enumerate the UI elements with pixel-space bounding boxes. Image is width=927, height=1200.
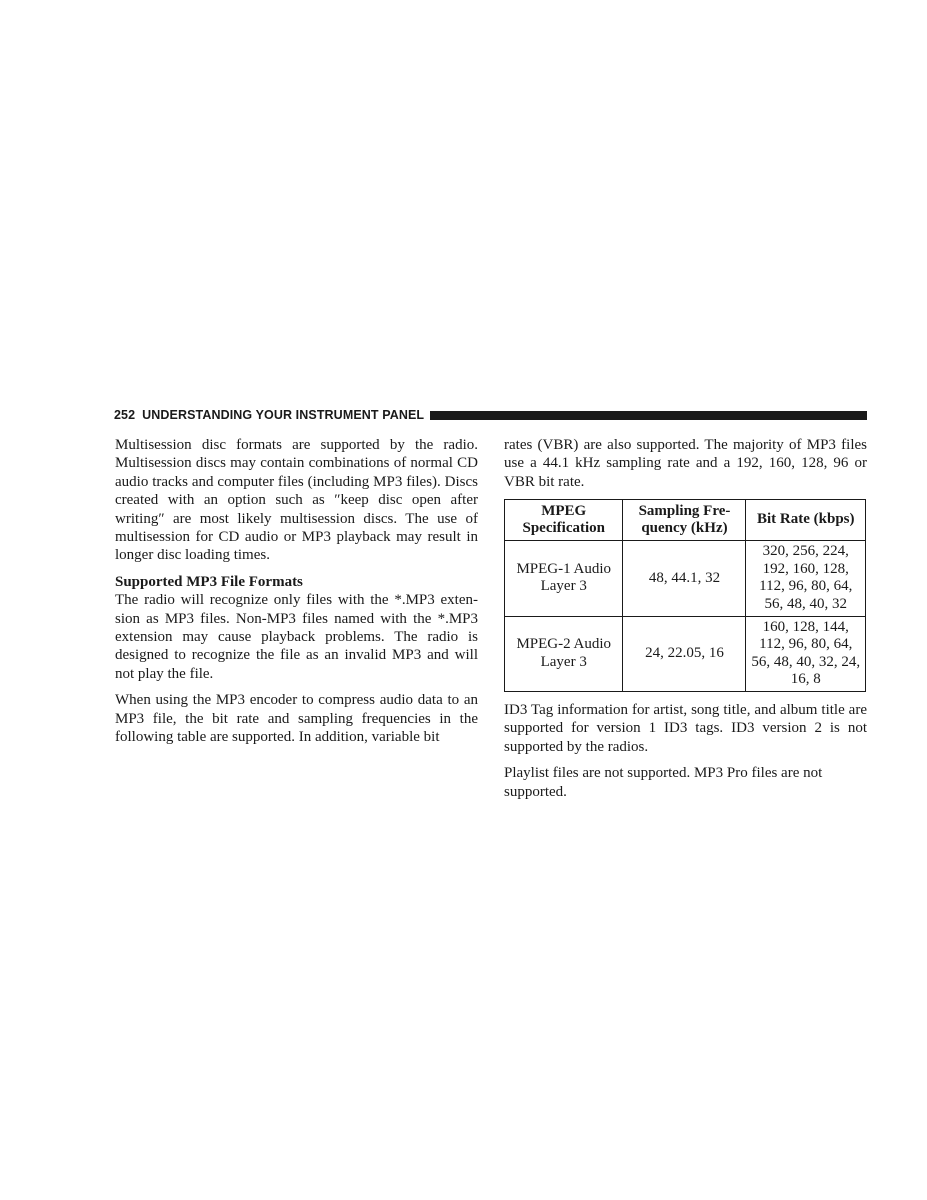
paragraph-encoder: When using the MP3 encoder to compress audio data to an MP3 file, the bit rate and sampling frequencies in the following table are supported. In addition, variable bit [115, 692, 478, 746]
paragraph-multisession: Multisession disc formats are supported by the radio. Multisession discs may contain combinations of normal CD audio tracks and computer files (including MP3 files). Discs created with an option such as ″keep disc open after writing″ are most likely multisession discs. The use of multisession for CD audio or MP3 playback may result in longer disc loading times. [115, 437, 478, 564]
heading-supported-formats: Supported MP3 File Formats [115, 573, 303, 590]
right-column [504, 436, 867, 809]
page-number: 252 [114, 408, 136, 422]
table-cell: 160, 128, 144, 112, 96, 80, 64, 56, 48, 40, 32, 24, 16, 8 [746, 616, 866, 691]
section-title: UNDERSTANDING YOUR INSTRUMENT PANEL [142, 408, 425, 422]
table-cell: 48, 44.1, 32 [623, 541, 746, 616]
paragraph-playlist: Playlist files are not supported. MP3 Pro files are not supported. [504, 765, 823, 800]
table-cell: 320, 256, 224, 192, 160, 128, 112, 96, 80, 64, 56, 48, 40, 32 [746, 541, 866, 616]
mp3-spec-table [504, 499, 866, 692]
table-row [505, 616, 866, 691]
left-column [115, 436, 478, 755]
table-header-cell: MPEG Specification [505, 500, 623, 541]
page-header [114, 407, 867, 423]
table-header-row [505, 500, 866, 541]
header-rule [430, 411, 867, 420]
table-header-cell: Sampling Frequency (kHz) [623, 500, 746, 541]
paragraph-file-recognition: The radio will recognize only files with the *.MP3 extension as MP3 files. Non-MP3 files named with the *.MP3 extension may cause playback problems. The radio is designed to recognize the file as an invalid MP3 and will not play the file. [115, 592, 478, 682]
table-header-cell: Bit Rate (kbps) [746, 500, 866, 541]
table-row [505, 541, 866, 616]
paragraph-vbr: rates (VBR) are also supported. The majority of MP3 files use a 44.1 kHz sampling rate and a 192, 160, 128, 96 or VBR bit rate. [504, 437, 867, 490]
paragraph-id3: ID3 Tag information for artist, song title, and album title are supported for version 1 ID3 tags. ID3 version 2 is not supported by the radios. [504, 701, 867, 755]
table-cell: MPEG-2 Audio Layer 3 [505, 616, 623, 691]
table-cell: MPEG-1 Audio Layer 3 [505, 541, 623, 616]
table-cell: 24, 22.05, 16 [623, 616, 746, 691]
